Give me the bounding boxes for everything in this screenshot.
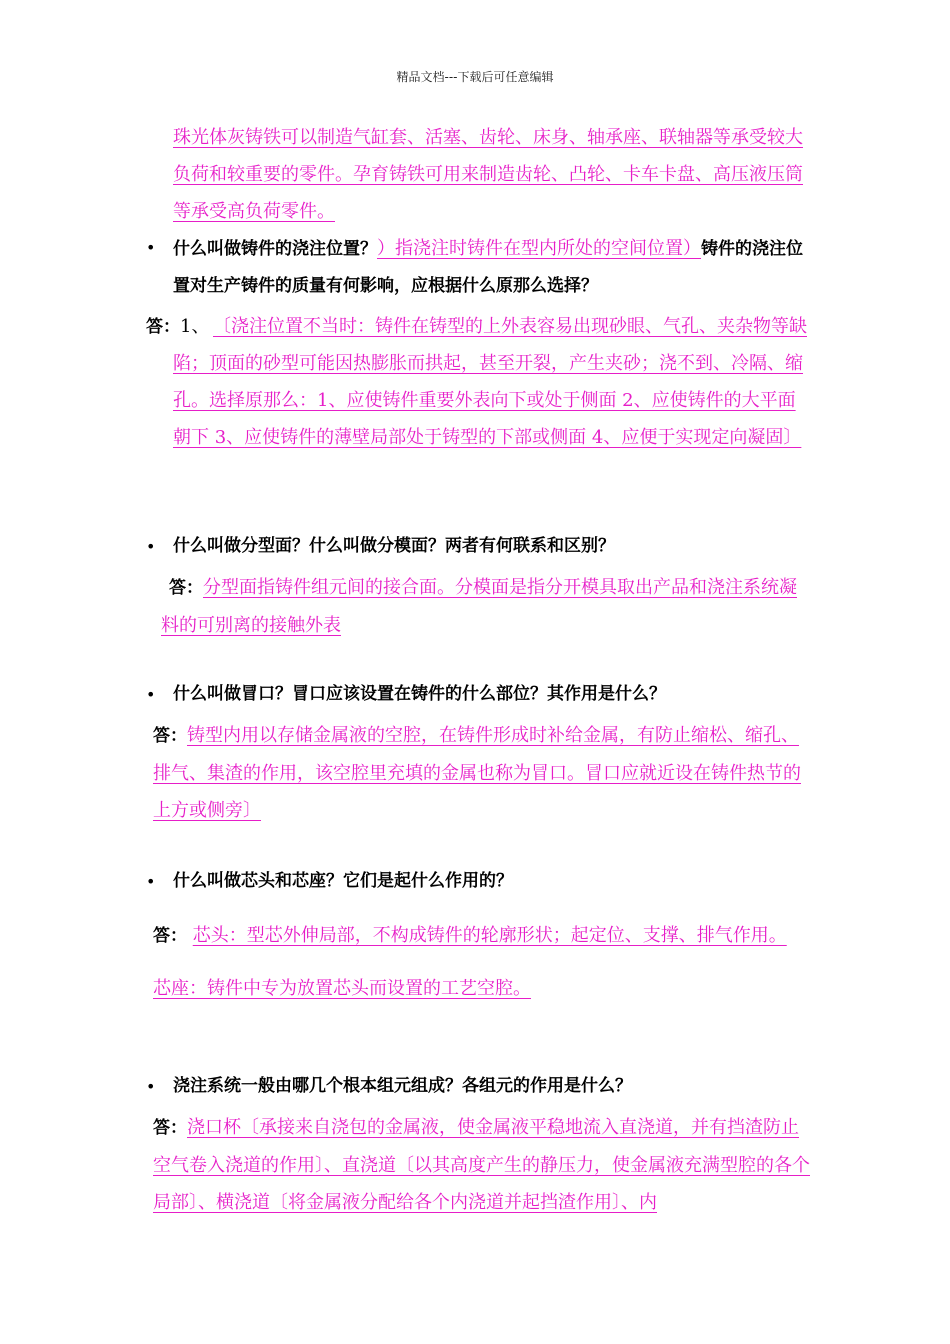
question-gating-system: 浇注系统一般由哪几个根本组元组成？各组元的作用是什么？: [173, 1076, 632, 1096]
answer-q4-text1: 芯头：型芯外伸局部，不构成铸件的轮廓形状；起定位、支撑、排气作用。: [192, 925, 787, 946]
answer-label: 答：: [169, 578, 203, 598]
intro-paragraph: [173, 119, 813, 230]
answer-q4-line1: [153, 917, 833, 955]
question-parting-surface: 什么叫做分型面？什么叫做分模面？两者有何联系和区别？: [173, 536, 615, 556]
answer-label: 答：: [153, 926, 187, 946]
answer-q3: [153, 717, 813, 829]
answer-q2: [161, 569, 813, 644]
bullet-q4: •: [146, 872, 156, 891]
answer-q4-line2: [153, 970, 813, 1007]
answer-q2-text: 分型面指铸件组元间的接合面。分模面是指分开模具取出产品和浇注系统凝料的可别离的接触外表: [161, 577, 797, 636]
question-core-print: 什么叫做芯头和芯座？它们是起什么作用的？: [173, 871, 513, 891]
answer-q1-text: 〔浇注位置不当时：铸件在铸型的上外表容易出现砂眼、气孔、夹杂物等缺陷；顶面的砂型可能因热膨胀而拱起，甚至开裂，产生夹砂；浇不到、冷隔、缩孔。选择原那么：1、应使铸件重要外表向下或处于侧面 2、应使铸件的大平面朝下 3、应使铸件的薄壁局部处于铸型的下部或侧面 4、应便于实现定向凝固〕: [173, 316, 807, 448]
answer-label: 答：: [153, 726, 187, 746]
answer-q4-text2: 芯座：铸件中专为放置芯头而设置的工艺空腔。: [153, 978, 531, 999]
bullet-q3: •: [146, 685, 156, 704]
question-q1-inline-answer: ）指浇注时铸件在型内所处的空间位置）: [377, 238, 701, 259]
answer-q1: [173, 308, 813, 456]
answer-label: 答：: [153, 1118, 187, 1138]
question-riser: 什么叫做冒口？冒口应该设置在铸件的什么部位？其作用是什么？: [173, 684, 666, 704]
bullet-q2: •: [146, 537, 156, 556]
intro-text: 珠光体灰铸铁可以制造气缸套、活塞、齿轮、床身、轴承座、联轴器等承受较大负荷和较重要的零件。孕育铸铁可用来制造齿轮、凸轮、卡车卡盘、高压液压筒等承受高负荷零件。: [173, 127, 803, 222]
answer-q3-text: 铸型内用以存储金属液的空腔，在铸件形成时补给金属，有防止缩松、缩孔、排气、集渣的作用，该空腔里充填的金属也称为冒口。冒口应就近设在铸件热节的上方或侧旁〕: [153, 725, 801, 821]
answer-q5: [153, 1109, 813, 1221]
answer-label: 答：: [146, 317, 180, 337]
question-q1-post: 铸件的浇注位置对生产铸件的质量有何影响，应根据什么原那么选择？: [173, 239, 803, 296]
answer-q1-number: 1、: [180, 316, 210, 337]
bullet-q1: •: [146, 238, 156, 257]
bullet-q5: •: [146, 1077, 156, 1096]
question-q1-pre: 什么叫做铸件的浇注位置？: [173, 239, 377, 259]
answer-q5-text: 浇口杯〔承接来自浇包的金属液，使金属液平稳地流入直浇道，并有挡渣防止空气卷入浇道的作用〕、直浇道〔以其高度产生的静压力，使金属液充满型腔的各个局部〕、横浇道〔将金属液分配给各个内浇道并起挡渣作用〕、内: [153, 1117, 810, 1213]
question-pouring-position: [173, 230, 813, 305]
page-header: 精品文档---下载后可任意编辑: [396, 70, 554, 84]
